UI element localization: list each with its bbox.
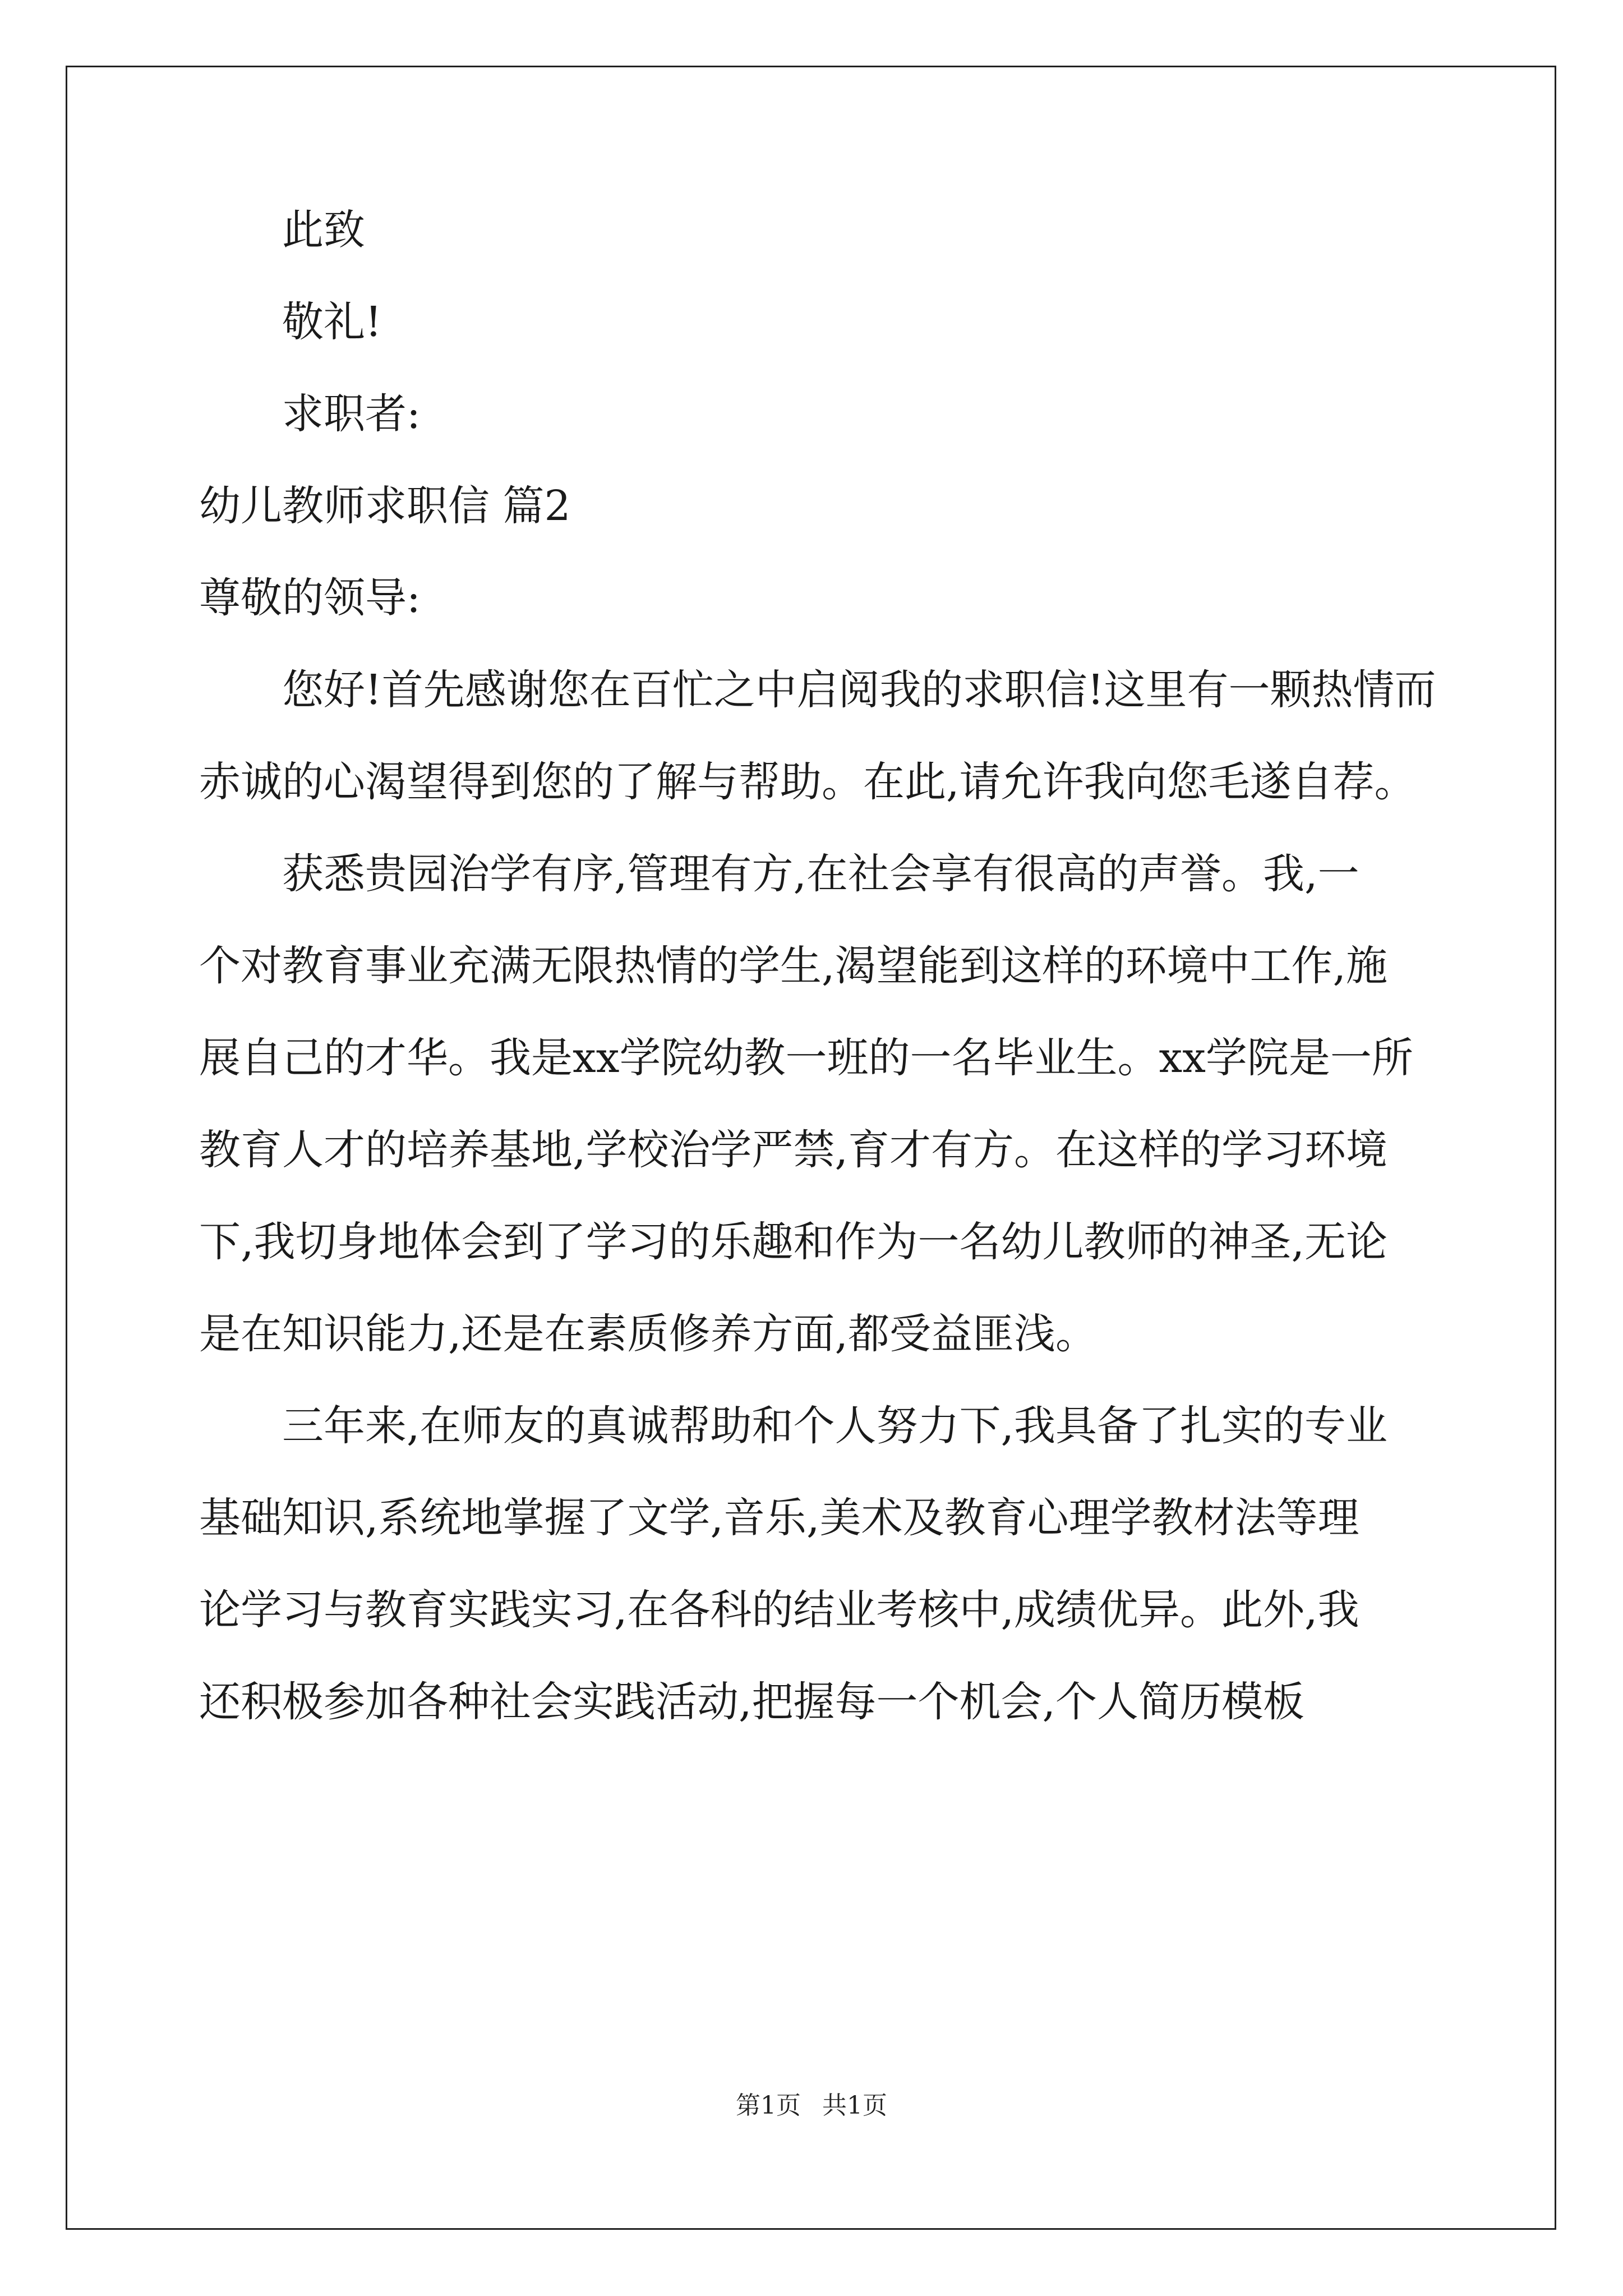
body-line: 您好!首先感谢您在百忙之中启阅我的求职信!这里有一颗热情而 (282, 666, 1436, 714)
signature-label: 求职者: (282, 390, 421, 438)
closing-salutation-1: 此致 (282, 206, 365, 254)
page-number: 第1页 (736, 2091, 801, 2120)
body-line: 赤诚的心渴望得到您的了解与帮助。在此,请允许我向您毛遂自荐。 (199, 758, 1416, 806)
body-line: 个对教育事业充满无限热情的学生,渴望能到这样的环境中工作,施 (199, 942, 1388, 990)
body-line: 教育人才的培养基地,学校治学严禁,育才有方。在这样的学习环境 (199, 1126, 1388, 1174)
page-footer (0, 2089, 1623, 2123)
section-heading: 幼儿教师求职信 篇2 (199, 482, 571, 530)
body-line: 展自己的才华。我是xx学院幼教一班的一名毕业生。xx学院是一所 (199, 1034, 1413, 1082)
page-total: 共1页 (822, 2091, 887, 2120)
body-line: 三年来,在师友的真诚帮助和个人努力下,我具备了扎实的专业 (282, 1402, 1388, 1450)
body-line: 下,我切身地体会到了学习的乐趣和作为一名幼儿教师的神圣,无论 (199, 1218, 1388, 1266)
body-line: 论学习与教育实践实习,在各科的结业考核中,成绩优异。此外,我 (199, 1586, 1359, 1634)
body-line: 还积极参加各种社会实践活动,把握每一个机会,个人简历模板 (199, 1678, 1305, 1726)
body-line: 获悉贵园治学有序,管理有方,在社会享有很高的声誉。我,一 (282, 850, 1359, 898)
greeting: 尊敬的领导: (199, 574, 421, 622)
closing-salutation-2: 敬礼! (282, 298, 382, 346)
body-line: 是在知识能力,还是在素质修养方面,都受益匪浅。 (199, 1310, 1098, 1358)
body-line: 基础知识,系统地掌握了文学,音乐,美术及教育心理学教材法等理 (199, 1494, 1359, 1542)
